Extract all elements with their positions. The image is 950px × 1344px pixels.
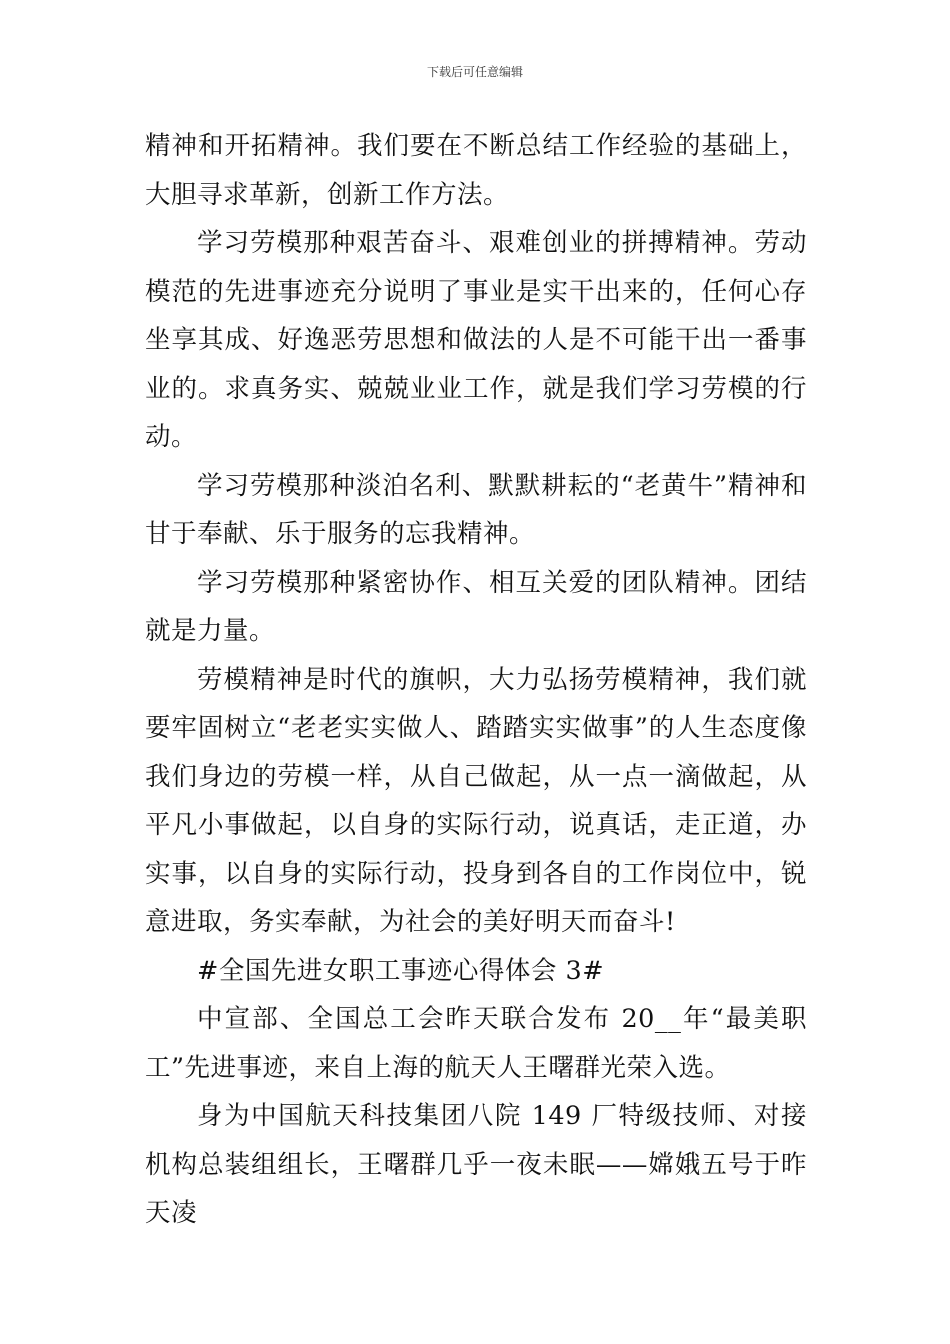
document-body	[145, 122, 807, 1238]
page-header-note: 下载后可任意编辑	[426, 65, 523, 79]
paragraph-1: 精神和开拓精神。我们要在不断总结工作经验的基础上，大胆寻求革新，创新工作方法。	[145, 131, 807, 210]
paragraph-2: 学习劳模那种艰苦奋斗、艰难创业的拼搏精神。劳动模范的先进事迹充分说明了事业是实干出来的，任何心存坐享其成、好逸恶劳思想和做法的人是不可能干出一番事业的。求真务实、兢兢业业工作，就是我们学习劳模的行动。	[145, 228, 807, 452]
paragraph-7: 身为中国航天科技集团八院 149 厂特级技师、对接机构总装组组长，王曙群几乎一夜未眠——嫦娥五号于昨天凌	[145, 1101, 807, 1228]
paragraph-3: 学习劳模那种淡泊名利、默默耕耘的“老黄牛”精神和甘于奉献、乐于服务的忘我精神。	[145, 470, 807, 549]
paragraph-4: 学习劳模那种紧密协作、相互关爱的团队精神。团结就是力量。	[145, 567, 807, 646]
paragraph-5: 劳模精神是时代的旗帜，大力弘扬劳模精神，我们就要牢固树立“老老实实做人、踏踏实实做事”的人生态度像我们身边的劳模一样，从自己做起，从一点一滴做起，从平凡小事做起，以自身的实际行动，说真话，走正道，办实事，以自身的实际行动，投身到各自的工作岗位中，锐意进取，务实奉献，为社会的美好明天而奋斗!	[145, 664, 807, 937]
paragraph-6: 中宣部、全国总工会昨天联合发布 20__年“最美职工”先进事迹，来自上海的航天人王曙群光荣入选。	[145, 1004, 807, 1083]
section-heading: #全国先进女职工事迹心得体会 3#	[197, 955, 605, 986]
